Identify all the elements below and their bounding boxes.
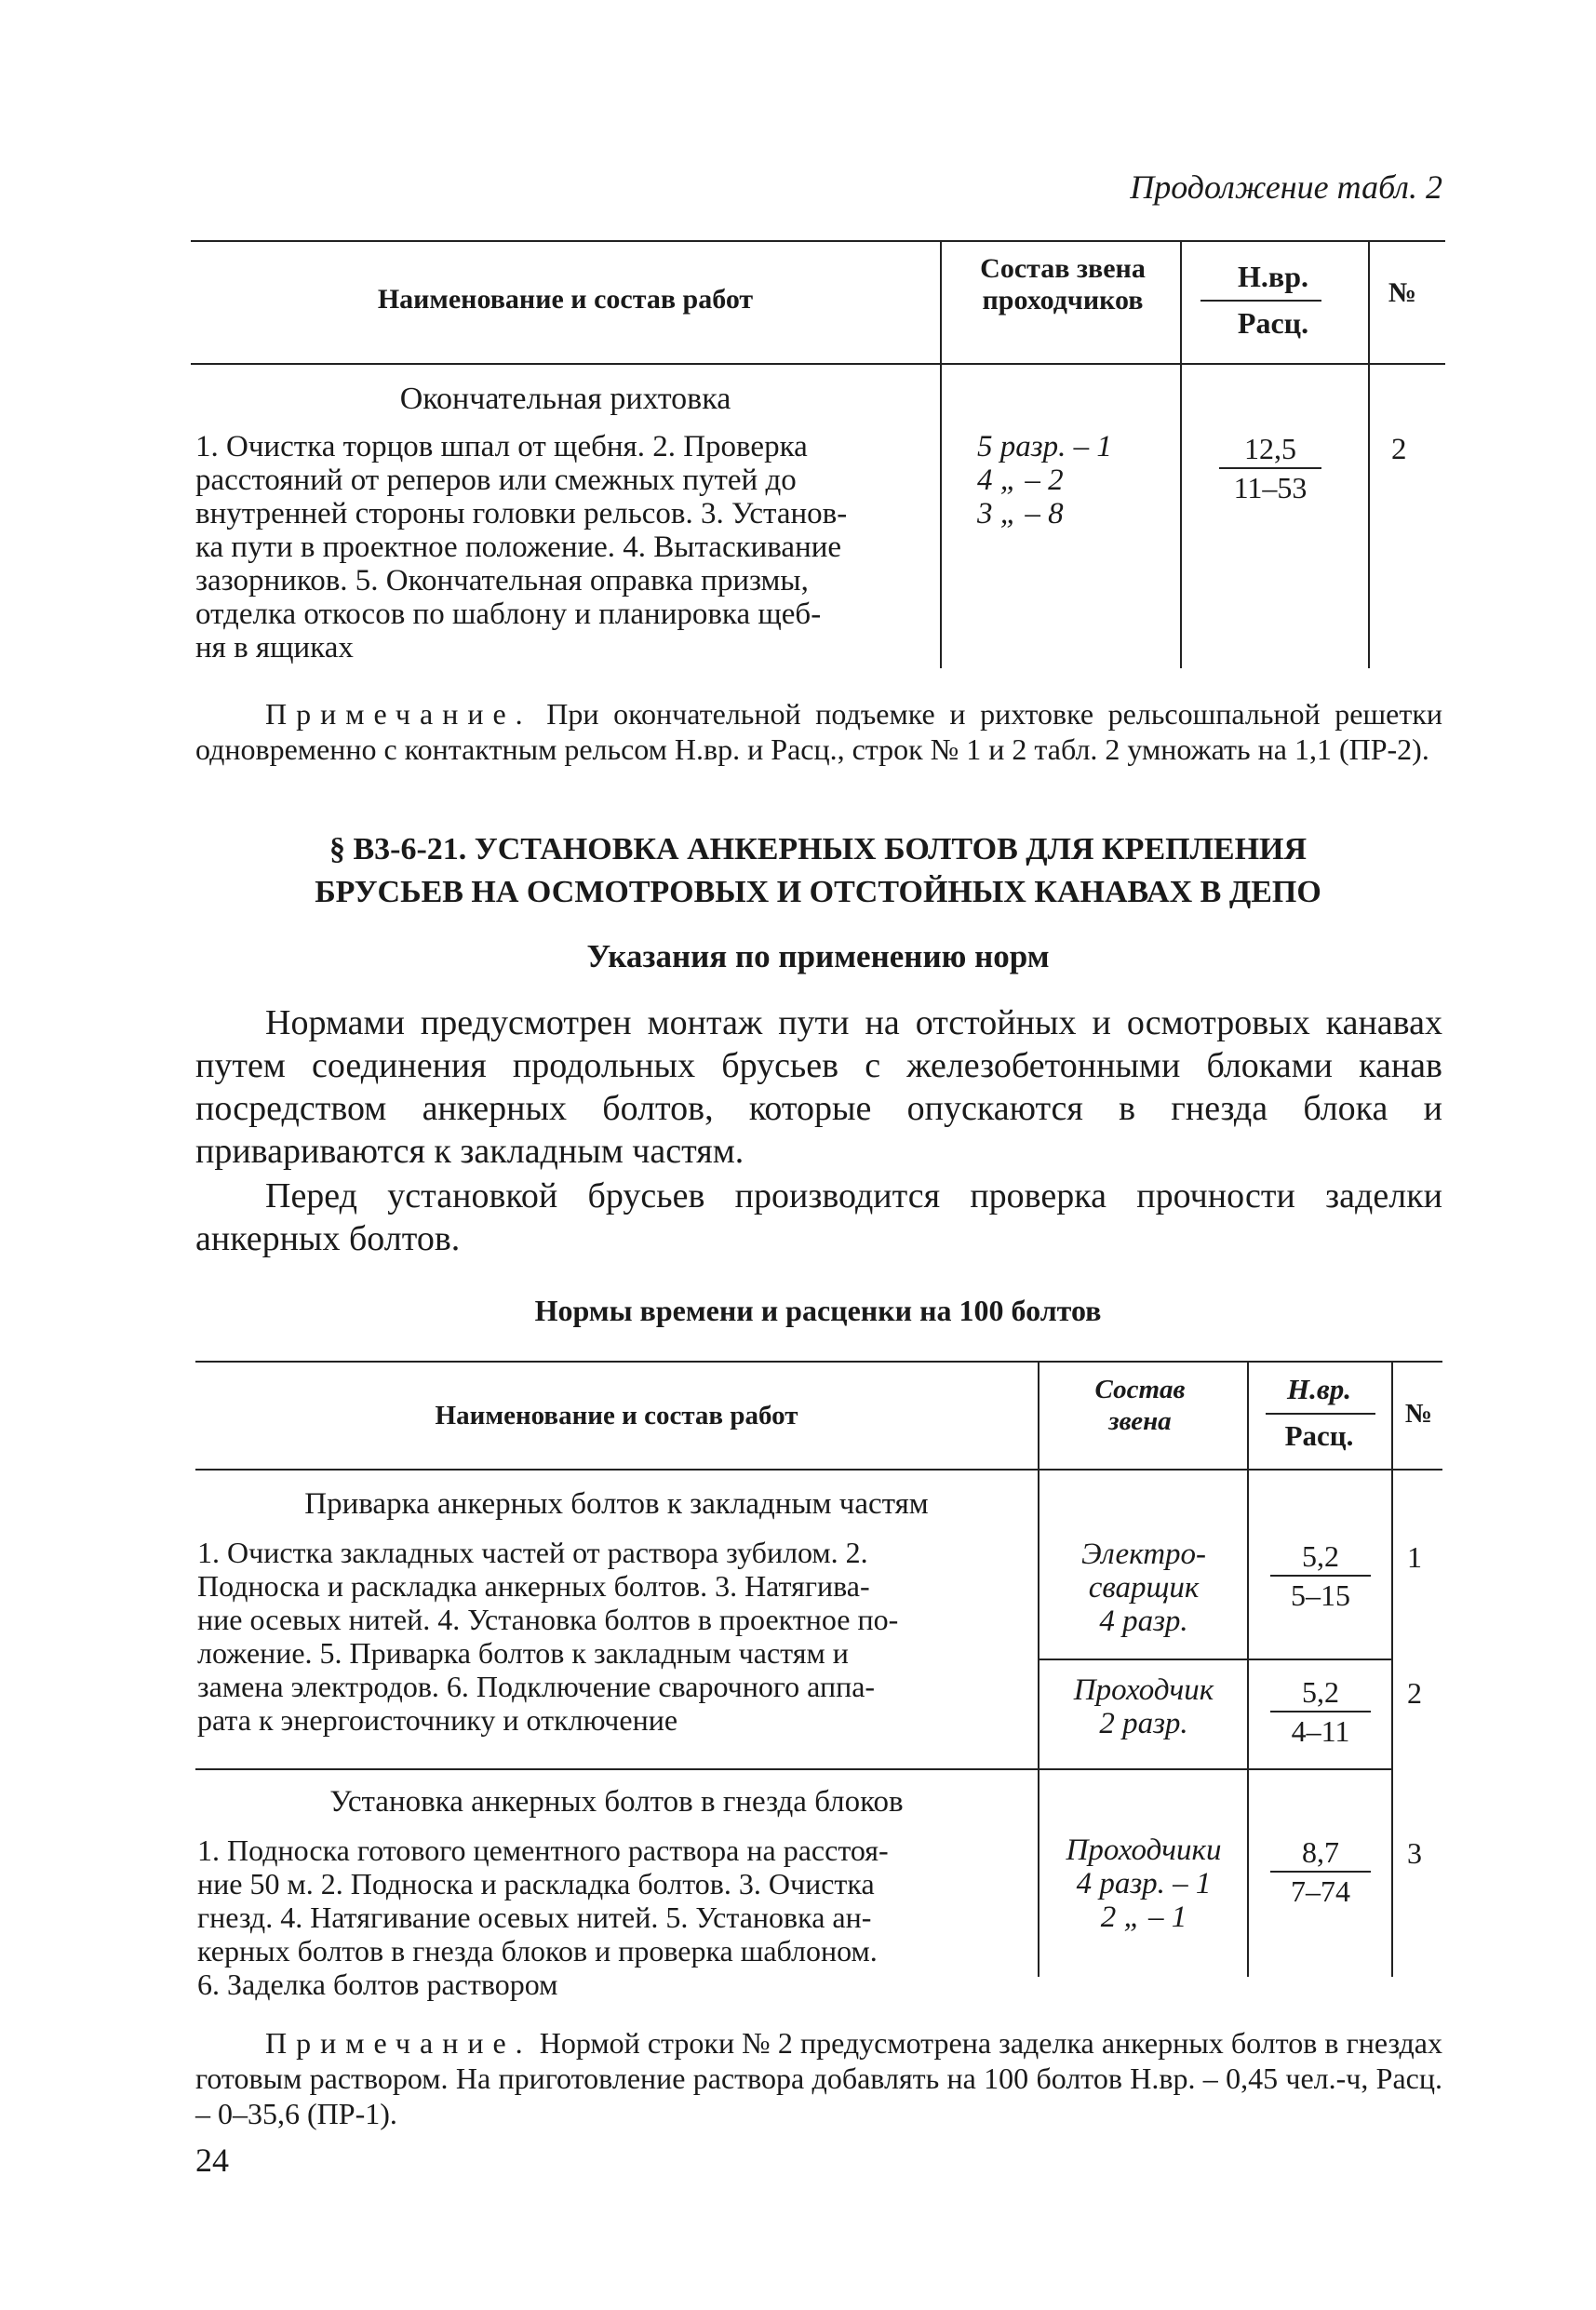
rate-value: 4–11 [1291,1714,1350,1748]
col-rate-header: Расц. [1284,1419,1354,1452]
col-norm-header: Н.вр. [1238,260,1308,293]
note-label: Примечание. [265,2026,532,2060]
col-name-header: Наименование и состав работ [377,284,754,315]
col-norm-header: Н.вр. [1287,1373,1351,1405]
group-2-description: 1. Подноска готового цементного раствора на расстоя- ние 50 м. 2. Подноска и раскладка болтов. 3. Очистка гнезд. 4. Натягивание осевых нитей. 5. Установка ан- керных болтов в гнезда блоков и проверка шаблоном. 6. Заделка болтов раствором [197,1833,889,2001]
norm-value: 12,5 [1219,430,1321,469]
col-num-header: № [1388,277,1417,308]
group-1-title: Приварка анкерных болтов к закладным частям [304,1487,929,1521]
note-text: Нормой строки № 2 предусмотрена заделка анкерных болтов в гнездах готовым раствором. На приготовление раствора добавлять на 100 болтов Н.вр. – 0,45 чел.-ч, Расц. – 0–35,6 (ПР-1). [195,2026,1443,2130]
row-number: 2 [1407,1676,1422,1710]
rate-value: 11–53 [1233,471,1308,504]
crew-composition: Проходчики 4 разр. – 1 2 „ – 1 [1066,1833,1222,1934]
row-number: 1 [1407,1540,1422,1574]
norm-rate-fraction [1270,1673,1371,1750]
norm-rate-fraction [1270,1538,1371,1614]
norm-value: 5,2 [1270,1673,1371,1712]
table-2-caption: Нормы времени и расценки на 100 болтов [534,1294,1102,1327]
row-description: 1. Очистка торцов шпал от щебня. 2. Проверка расстояний от реперов или смежных путей до внутренней стороны головки рельсов. 3. Установ- ка пути в проектное положение. 4. Вытаскивание зазорников. 5. Окончательная оправка призмы, отделка откосов по шаблону и планировка щеб- ня в ящиках [195,430,848,665]
note-2 [195,2025,1442,2131]
continuation-header: Продолжение табл. 2 [1130,168,1442,206]
note-1 [195,696,1442,767]
norm-rate-fraction [1270,1833,1371,1910]
note-label: Примечание. [265,697,532,731]
paragraph-1: Нормами предусмотрен монтаж пути на отстойных и осмотровых канавах путем соединения продольных брусьев с железобетонными блоками канав посредством анкерных болтов, которые опускаются в гнезда блока и привариваются к закладным частям. [195,1003,1442,1171]
row-title: Окончательная рихтовка [399,382,731,416]
group-2-title: Установка анкерных болтов в гнезда блоков [329,1785,904,1819]
rate-value: 7–74 [1291,1874,1350,1908]
section-subtitle: Указания по применению норм [586,938,1050,974]
paragraph-2: Перед установкой брусьев производится проверка прочности заделки анкерных болтов. [195,1176,1442,1258]
rate-value: 5–15 [1291,1578,1350,1612]
section-title: § В3-6-21. УСТАНОВКА АНКЕРНЫХ БОЛТОВ ДЛЯ КРЕПЛЕНИЯ БРУСЬЕВ НА ОСМОТРОВЫХ И ОТСТОЙНЫХ КАНАВАХ В ДЕПО [315,832,1321,909]
col-crew-header: Состав звена [1094,1375,1186,1436]
group-1-description: 1. Очистка закладных частей от раствора зубилом. 2. Подноска и раскладка анкерных болтов. 3. Натягива- ние осевых нитей. 4. Установка болтов в проектное по- ложение. 5. Приварка болтов к закладным частям и замена электродов. 6. Подключение сварочного аппа- рата к энергоисточнику и отключение [197,1536,899,1737]
row-number: 2 [1391,433,1407,466]
page-number: 24 [195,2142,229,2179]
col-crew-header: Состав звена проходчиков [980,253,1146,316]
col-num-header: № [1404,1399,1433,1429]
norm-rate-fraction [1219,430,1321,506]
col-rate-header: Расц. [1237,306,1309,340]
row-number: 3 [1407,1836,1422,1870]
col-name-header: Наименование и состав работ [435,1401,798,1430]
crew-composition: 5 разр. – 1 4 „ – 2 3 „ – 8 [977,430,1112,530]
crew-composition: Электро- сварщик 4 разр. [1080,1538,1207,1638]
norm-value: 5,2 [1270,1538,1371,1577]
norm-value: 8,7 [1270,1833,1371,1873]
crew-composition: Проходчик 2 разр. [1073,1673,1214,1740]
note-text: При окончательной подъемке и рихтовке рельсошпальной решетки одновременно с контактным рельсом Н.вр. и Расц., строк № 1 и 2 табл. 2 умножать на 1,1 (ПР-2). [195,697,1443,766]
